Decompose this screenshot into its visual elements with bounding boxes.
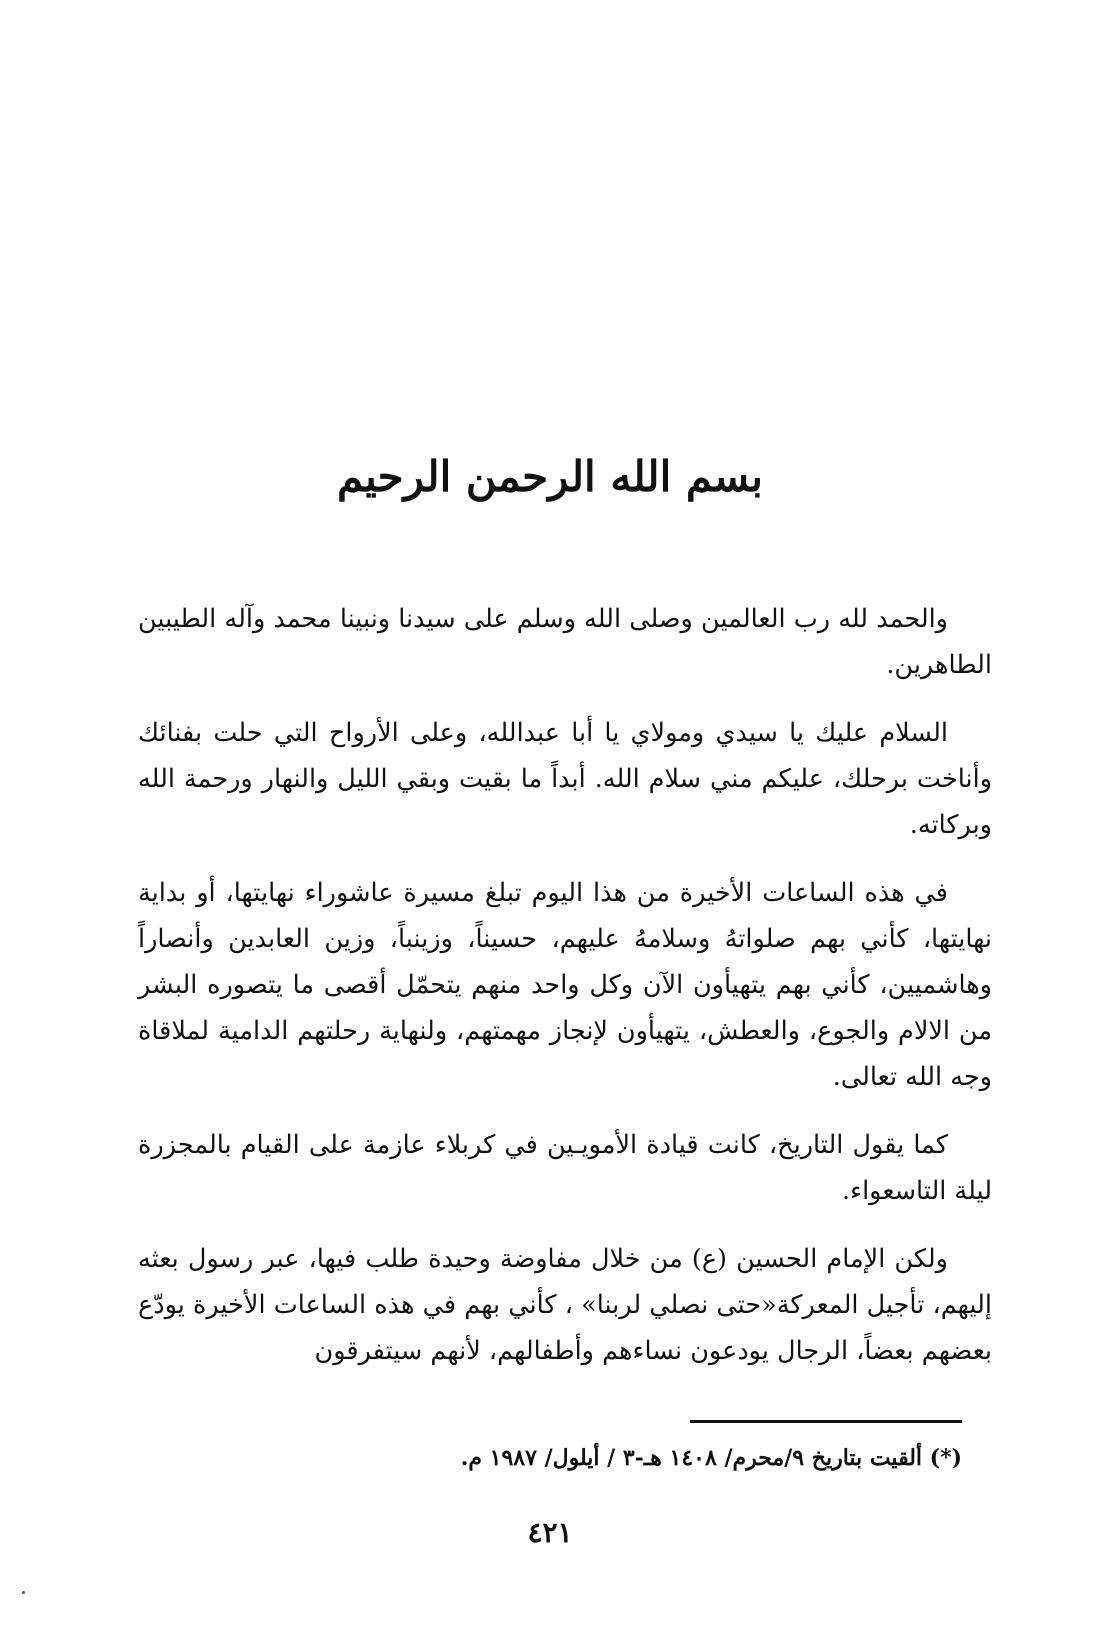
paragraph-praise: والحمد لله رب العالمين وصلى الله وسلم على سيدنا ونبينا محمد وآله الطيبين الطاهرين. (138, 604, 992, 680)
body-text (138, 596, 992, 1396)
footnote-divider (690, 1420, 962, 1423)
paragraph-negotiation: ولكن الإمام الحسين (ع) من خلال مفاوضة وحيدة طلب فيها، عبر رسول بعثه إليهم، تأجيل المعركة«حتى نصلي لربنا» ، كأني بهم في هذه الساعات الأخيرة يودّع بعضهم بعضاً، الرجال يودعون نساءهم وأطفالهم، لأنهم سيتفرقون (138, 1244, 992, 1366)
paragraph-salutation: السلام عليك يا سيدي ومولاي يا أبا عبدالله، وعلى الأرواح التي حلت بفنائك وأناخت برحلك، عليكم مني سلام الله. أبداً ما بقيت وبقي الليل والنهار ورحمة الله وبركاته. (138, 718, 992, 840)
paragraph-ashura: في هذه الساعات الأخيرة من هذا اليوم تبلغ مسيرة عاشوراء نهايتها، أو بداية نهايتها، كأني بهم صلواتهُ وسلامهُ عليهم، حسيناً، وزينباً، وزين العابدين وأنصاراً وهاشميين، كأني بهم يتهيأون الآن وكل واحد منهم يتحمّل أقصى ما يتصوره البشر من الالام والجوع، والعطش، يتهيأون لإنجاز مهمتهم، ولنهاية رحلتهم الدامية لملاقاة وجه الله تعالى. (138, 878, 992, 1092)
page-number: ٤٢١ (527, 1516, 573, 1549)
basmala-heading: بسم الله الرحمن الرحيم (337, 452, 763, 501)
footnote: (*) ألقيت بتاريخ ٩/محرم/ ١٤٠٨ هـ-٣ / أيلول/ ١٩٨٧ م. (460, 1445, 962, 1471)
paragraph-history: كما يقول التاريخ، كانت قيادة الأمويـين في كربلاء عازمة على القيام بالمجزرة ليلة التاسعواء. (138, 1130, 992, 1206)
scan-speck (22, 1591, 25, 1594)
